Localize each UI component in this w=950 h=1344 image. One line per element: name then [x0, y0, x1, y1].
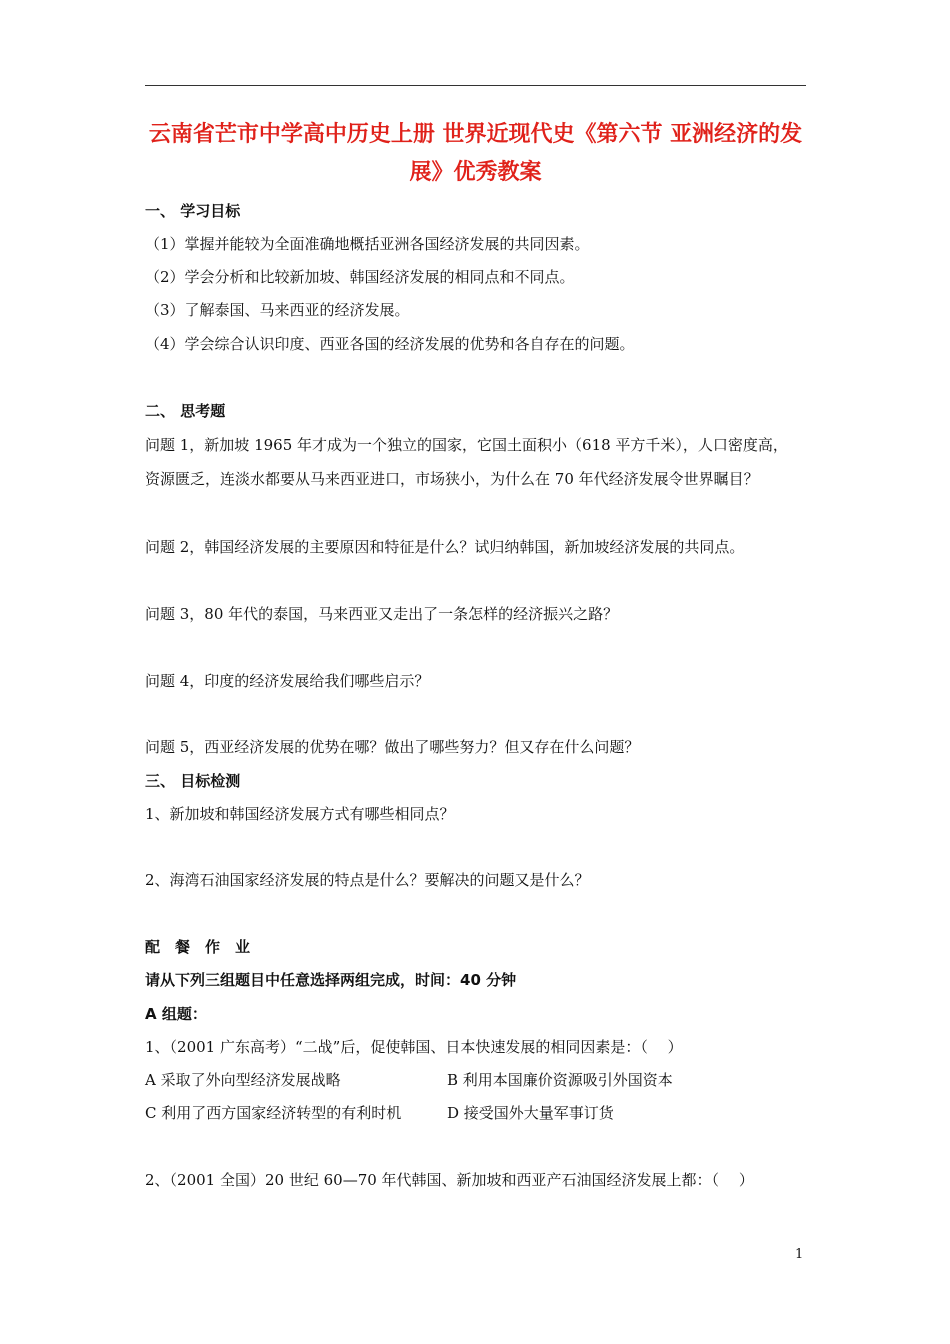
- objective-2: （2）学会分析和比较新加坡、韩国经济发展的相同点和不同点。: [145, 268, 575, 286]
- objective-3: （3）了解泰国、马来西亚的经济发展。: [145, 301, 410, 319]
- header-rule: [145, 85, 806, 86]
- objective-1: （1）掌握并能较为全面准确地概括亚洲各国经济发展的共同因素。: [145, 235, 590, 253]
- question-1-line-2: 资源匮乏，连淡水都要从马来西亚进口，市场狭小，为什么在 70 年代经济发展令世界瞩目？: [145, 470, 759, 488]
- question-4: 问题 4，印度的经济发展给我们哪些启示？: [145, 672, 430, 690]
- option-d: D 接受国外大量军事订货: [447, 1104, 614, 1122]
- document-title: 云南省芒市中学高中历史上册 世界近现代史《第六节 亚洲经济的发展》优秀教案: [148, 122, 803, 185]
- page-number: 1: [795, 1247, 804, 1262]
- check-item-2: 2、海湾石油国家经济发展的特点是什么？要解决的问题又是什么？: [145, 871, 590, 889]
- option-c: C 利用了西方国家经济转型的有利时机: [145, 1104, 402, 1122]
- option-a: A 采取了外向型经济发展战略: [145, 1071, 341, 1089]
- question-5: 问题 5，西亚经济发展的优势在哪？做出了哪些努力？但又存在什么问题？: [145, 738, 640, 756]
- mc-question-2: 2、（2001 全国）20 世纪 60—70 年代韩国、新加坡和西亚产石油国经济发展上都：（ ）: [145, 1171, 754, 1189]
- section-3-heading: 三、 目标检测: [145, 772, 241, 790]
- objective-4: （4）学会综合认识印度、西亚各国的经济发展的优势和各自存在的问题。: [145, 335, 635, 353]
- homework-instruction: 请从下列三组题目中任意选择两组完成，时间：40 分钟: [145, 971, 517, 989]
- check-item-1: 1、新加坡和韩国经济发展方式有哪些相同点？: [145, 805, 455, 823]
- question-1-line-1: 问题 1，新加坡 1965 年才成为一个独立的国家，它国土面积小（618 平方千米），人口密度高，: [145, 436, 788, 454]
- homework-heading: 配 餐 作 业: [145, 938, 251, 956]
- section-2-heading: 二、 思考题: [145, 402, 226, 420]
- mc-question-1: 1、（2001 广东高考）“二战”后，促使韩国、日本快速发展的相同因素是：（ ）: [145, 1038, 683, 1056]
- question-3: 问题 3，80 年代的泰国，马来西亚又走出了一条怎样的经济振兴之路？: [145, 605, 619, 623]
- question-2: 问题 2，韩国经济发展的主要原因和特征是什么？试归纳韩国，新加坡经济发展的共同点。: [145, 538, 745, 556]
- option-b: B 利用本国廉价资源吸引外国资本: [447, 1071, 673, 1089]
- group-a-label: A 组题：: [145, 1005, 207, 1023]
- section-1-heading: 一、 学习目标: [145, 202, 241, 220]
